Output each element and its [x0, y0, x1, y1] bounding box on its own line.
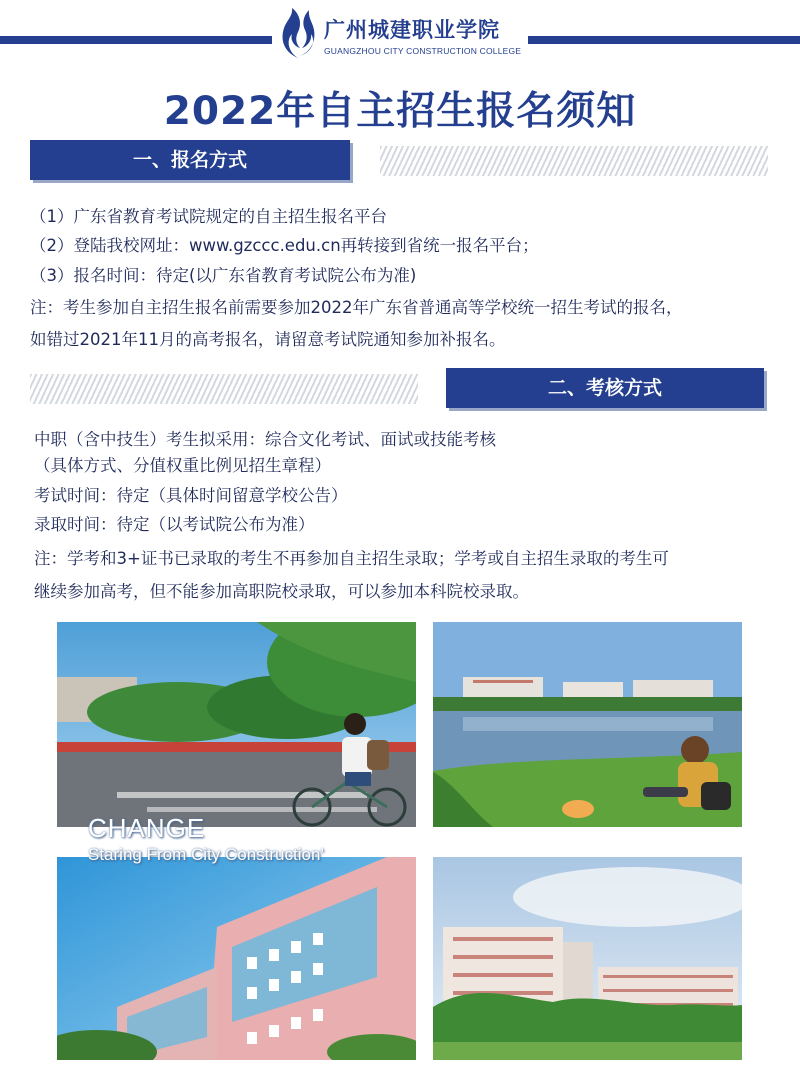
section2-note-line-2: 继续参加高考，但不能参加高职院校录取，可以参加本科院校录取。	[34, 582, 529, 601]
section1-item-3: （3）报名时间：待定(以广东省教育考试院公布为准)	[30, 266, 417, 285]
section1-heading: 一、报名方式	[30, 140, 350, 180]
photo-campus-dormitories	[433, 857, 742, 1060]
school-name-en: GUANGZHOU CITY CONSTRUCTION COLLEGE	[324, 46, 522, 56]
photo-caption-change: CHANGE	[88, 813, 206, 843]
section2-item-3: 考试时间：待定（具体时间留意学校公告）	[34, 486, 348, 505]
photo-campus-lake	[433, 622, 742, 827]
photo-caption-slogan: Staring From City Construction’	[88, 845, 325, 864]
section2-heading: 二、考核方式	[446, 368, 764, 408]
section2-stripes	[30, 374, 418, 404]
section2-item-2: （具体方式、分值权重比例见招生章程）	[34, 456, 331, 475]
school-emblem-icon	[278, 6, 318, 60]
section1-item-2: （2）登陆我校网址：www.gzccc.edu.cn再转接到省统一报名平台；	[30, 236, 539, 255]
header-rule-right	[528, 36, 800, 44]
school-logo	[272, 4, 528, 64]
page-title: 2022年自主招生报名须知	[163, 89, 637, 134]
section2-item-1: 中职（含中技生）考生拟采用：综合文化考试、面试或技能考核	[34, 430, 496, 449]
section1-note-line-2: 如错过2021年11月的高考报名，请留意考试院通知参加补报名。	[30, 330, 506, 349]
section1-note-line-1: 注：考生参加自主招生报名前需要参加2022年广东省普通高等学校统一招生考试的报名，	[30, 298, 683, 317]
school-name-cn: 广州城建职业学院	[324, 18, 500, 42]
section2-item-4: 录取时间：待定（以考试院公布为准）	[34, 515, 315, 534]
photo-campus-road-cyclist	[57, 622, 416, 827]
photo-campus-building-blue	[57, 857, 416, 1060]
header-rule-left	[0, 36, 272, 44]
section2-note-line-1: 注：学考和3+证书已录取的考生不再参加自主招生录取；学考或自主招生录取的考生可	[34, 549, 669, 568]
section1-stripes	[380, 146, 768, 176]
section1-item-1: （1）广东省教育考试院规定的自主招生报名平台	[30, 207, 387, 226]
